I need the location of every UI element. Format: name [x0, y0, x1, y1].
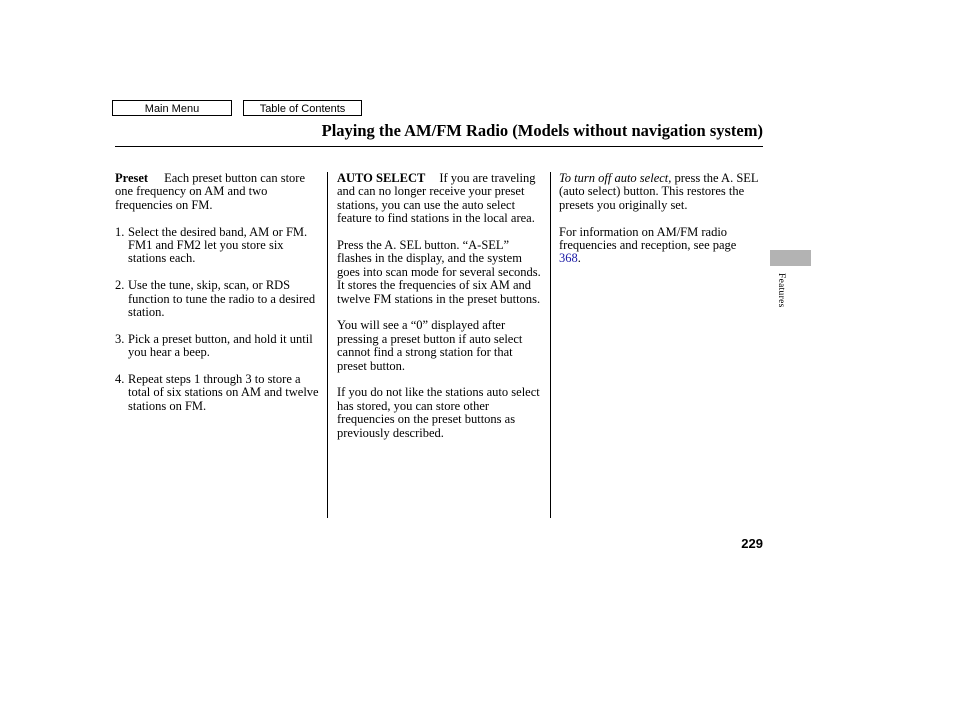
- column-divider: [550, 172, 551, 518]
- list-item: [115, 279, 321, 319]
- step-number: 1.: [115, 224, 125, 239]
- column-preset: [115, 172, 321, 427]
- column-auto-select: [337, 172, 545, 453]
- step-text: Repeat steps 1 through 3 to store a total of six stations on AM and twelve stations on FM.: [128, 372, 319, 413]
- section-label: Features: [776, 273, 786, 308]
- reference-text: For information on AM/FM radio frequencies and reception, see page: [559, 224, 737, 253]
- step-number: 3.: [115, 331, 125, 346]
- turn-off-lead: To turn off auto select,: [559, 171, 672, 185]
- auto-select-paragraph: You will see a “0” displayed after pressing a preset button if auto select cannot find a strong station for that preset button.: [337, 318, 523, 373]
- section-tab: [770, 250, 811, 266]
- title-divider: [115, 146, 763, 147]
- reference-end: .: [577, 251, 581, 266]
- turn-off-text: press the A. SEL (auto select) button. This restores the presets you originally set.: [559, 171, 759, 212]
- preset-steps: [115, 226, 321, 414]
- step-text: Select the desired band, AM or FM. FM1 and FM2 let you store six stations each.: [128, 224, 308, 266]
- step-number: 2.: [115, 278, 125, 293]
- preset-intro: [115, 172, 321, 212]
- page-title: Playing the AM/FM Radio (Models without navigation system): [321, 121, 763, 140]
- column-divider: [327, 172, 328, 518]
- list-item: [115, 333, 321, 360]
- table-of-contents-button[interactable]: Table of Contents: [243, 100, 362, 116]
- auto-select-heading: AUTO SELECT: [337, 171, 426, 185]
- column-turn-off: [559, 172, 759, 279]
- auto-select-paragraph: If you do not like the stations auto select has stored, you can store other frequencies on the preset buttons as previously described.: [337, 385, 540, 440]
- list-item: [115, 226, 321, 266]
- list-item: [115, 373, 321, 413]
- step-text: Use the tune, skip, scan, or RDS function to tune the radio to a desired station.: [128, 278, 316, 320]
- auto-select-intro: [337, 172, 545, 226]
- step-text: Pick a preset button, and hold it until you hear a beep.: [128, 331, 313, 360]
- step-number: 4.: [115, 372, 125, 387]
- page-number: 229: [741, 536, 763, 551]
- auto-select-paragraph: Press the A. SEL button. “A-SEL” flashes in the display, and the system goes into scan mode for several seconds. It stores the frequencies of six AM and twelve FM stations in the preset buttons.: [337, 238, 541, 306]
- reference-paragraph: [559, 226, 759, 266]
- auto-select-intro-text: If you are traveling and can no longer receive your preset stations, you can use the auto select feature to find stations in the local area.: [337, 171, 536, 226]
- main-menu-button[interactable]: Main Menu: [112, 100, 232, 116]
- page-reference-link[interactable]: 368: [559, 251, 578, 266]
- preset-intro-text: Each preset button can store one frequency on AM and two frequencies on FM.: [115, 171, 306, 212]
- turn-off-paragraph: [559, 172, 759, 212]
- preset-heading: Preset: [115, 171, 149, 185]
